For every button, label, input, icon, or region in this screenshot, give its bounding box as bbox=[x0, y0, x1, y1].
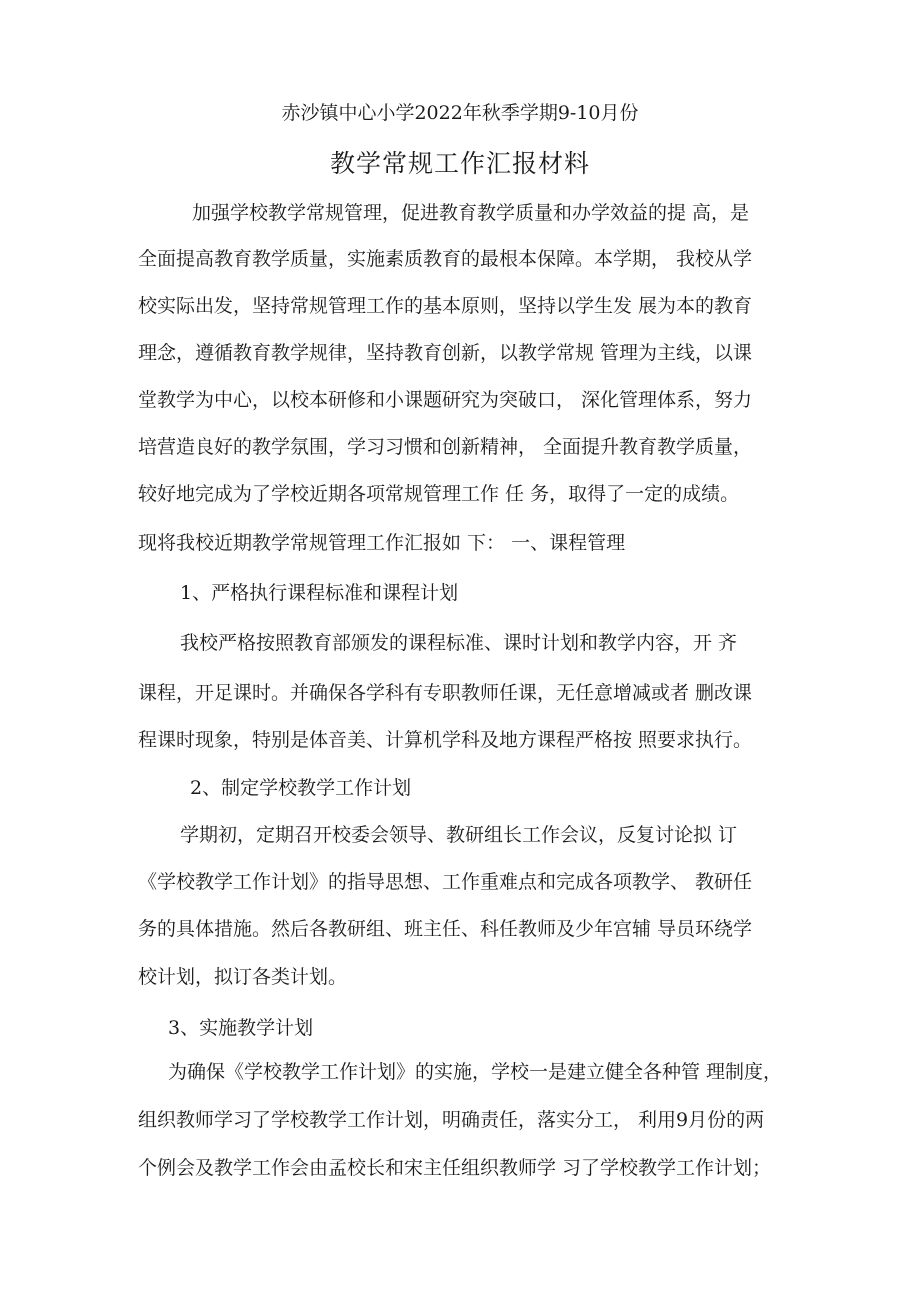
section-1-line: 课程，开足课时。并确保各学科有专职教师任课，无任意增减或者 删改课 bbox=[138, 682, 753, 704]
intro-line: 现将我校近期教学常规管理工作汇报如 下： 一、课程管理 bbox=[138, 532, 626, 554]
intro-line: 加强学校教学常规管理，促进教育教学质量和办学效益的提 高，是 bbox=[192, 202, 750, 224]
section-3-line: 组织教师学习了学校教学工作计划，明确责任，落实分工， 利用9月份的两 bbox=[138, 1109, 765, 1131]
section-2-line: 务的具体措施。然后各教研组、班主任、科任教师及少年宫辅 导员环绕学 bbox=[138, 918, 753, 940]
section-2-line: 学期初，定期召开校委会领导、教研组长工作会议，反复讨论拟 订 bbox=[180, 824, 738, 846]
intro-line: 较好地完成为了学校近期各项常规管理工作 任 务，取得了一定的成绩。 bbox=[138, 483, 740, 505]
section-3-line: 为确保《学校教学工作计划》的实施，学校一是建立健全各种管 理制度， bbox=[168, 1061, 783, 1083]
intro-line: 理念，遵循教育教学规律，坚持教育创新，以教学常规 管理为主线，以课 bbox=[138, 342, 753, 364]
intro-line: 培营造良好的教学氛围，学习习惯和创新精神， 全面提升教育教学质量， bbox=[138, 436, 753, 458]
section-1-line: 程课时现象，特别是体音美、计算机学科及地方课程严格按 照要求执行。 bbox=[138, 729, 753, 751]
intro-line: 全面提高教育教学质量，实施素质教育的最根本保障。本学期， 我校从学 bbox=[138, 248, 753, 270]
section-2-line: 校计划，拟订各类计划。 bbox=[138, 966, 348, 988]
section-heading: 1、严格执行课程标准和课程计划 bbox=[180, 582, 459, 604]
section-2-line: 《学校教学工作计划》的指导思想、工作重难点和完成各项教学、 教研任 bbox=[138, 871, 753, 893]
section-1-line: 我校严格按照教育部颁发的课程标准、课时计划和教学内容，开 齐 bbox=[180, 632, 738, 654]
document-title: 教学常规工作汇报材料 bbox=[329, 149, 590, 178]
document-subtitle: 赤沙镇中心小学2022年秋季学期9-10月份 bbox=[281, 102, 639, 124]
section-3-line: 个例会及教学工作会由孟校长和宋主任组织教师学 习了学校教学工作计划； bbox=[138, 1157, 772, 1179]
section-heading: 3、实施教学计划 bbox=[168, 1017, 314, 1039]
intro-line: 堂教学为中心，以校本研修和小课题研究为突破口， 深化管理体系，努力 bbox=[138, 389, 753, 411]
intro-line: 校实际出发，坚持常规管理工作的基本原则，坚持以学生发 展为本的教育 bbox=[138, 295, 753, 317]
section-heading: 2、制定学校教学工作计划 bbox=[190, 777, 412, 799]
